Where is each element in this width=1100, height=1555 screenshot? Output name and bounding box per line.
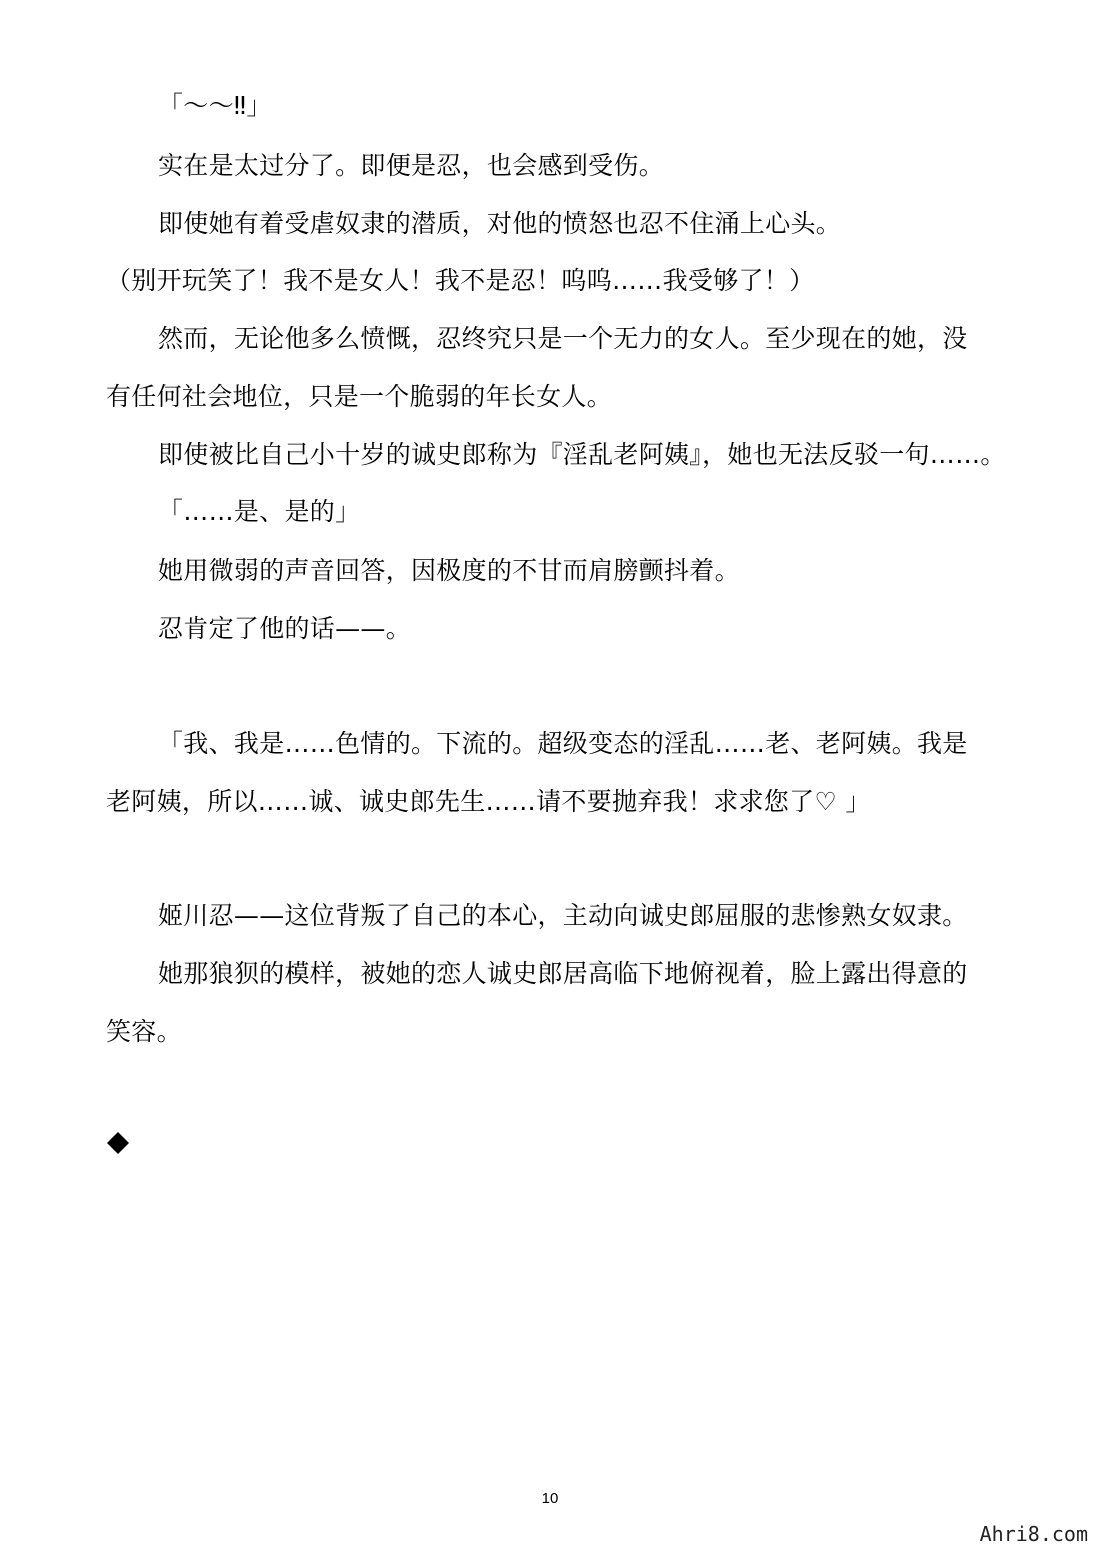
paragraph-line: 即使她有着受虐奴隶的潜质，对他的愤怒也忍不住涌上心头。 (158, 209, 842, 238)
paragraph-line: 实在是太过分了。即便是忍，也会感到受伤。 (158, 151, 665, 180)
paragraph-line: 忍肯定了他的话——。 (158, 614, 412, 643)
paragraph-line: 她那狼狈的模样，被她的恋人诚史郎居高临下地俯视着，脸上露出得意的 (158, 959, 968, 988)
dialogue-line: 「我、我是……色情的。下流的。超级变态的淫乱……老、老阿姨。我是 (158, 729, 968, 758)
paragraph-line: 然而，无论他多么愤慨，忍终究只是一个无力的女人。至少现在的她，没 (158, 324, 968, 353)
watermark: Ahri8.com (979, 1522, 1088, 1546)
dialogue-line-continued: 老阿姨，所以……诚、诚史郎先生……请不要抛弃我！求求您了♡ 」 (106, 787, 871, 816)
page-number: 10 (541, 1490, 559, 1507)
paragraph-line: 即使被比自己小十岁的诚史郎称为『淫乱老阿姨』，她也无法反驳一句……。 (158, 440, 1006, 469)
inner-monologue-line: （别开玩笑了！我不是女人！我不是忍！呜呜……我受够了！） (106, 266, 815, 295)
dialogue-line: 「～～‼」 (158, 91, 272, 120)
paragraph-line: 姬川忍——这位背叛了自己的本心，主动向诚史郎屈服的悲惨熟女奴隶。 (158, 901, 968, 930)
dialogue-line: 「……是、是的」 (158, 497, 361, 526)
paragraph-line-continued: 有任何社会地位，只是一个脆弱的年长女人。 (106, 382, 613, 411)
paragraph-line-continued: 笑容。 (106, 1017, 182, 1046)
paragraph-line: 她用微弱的声音回答，因极度的不甘而肩膀颤抖着。 (158, 556, 740, 585)
diamond-icon (106, 1131, 130, 1155)
